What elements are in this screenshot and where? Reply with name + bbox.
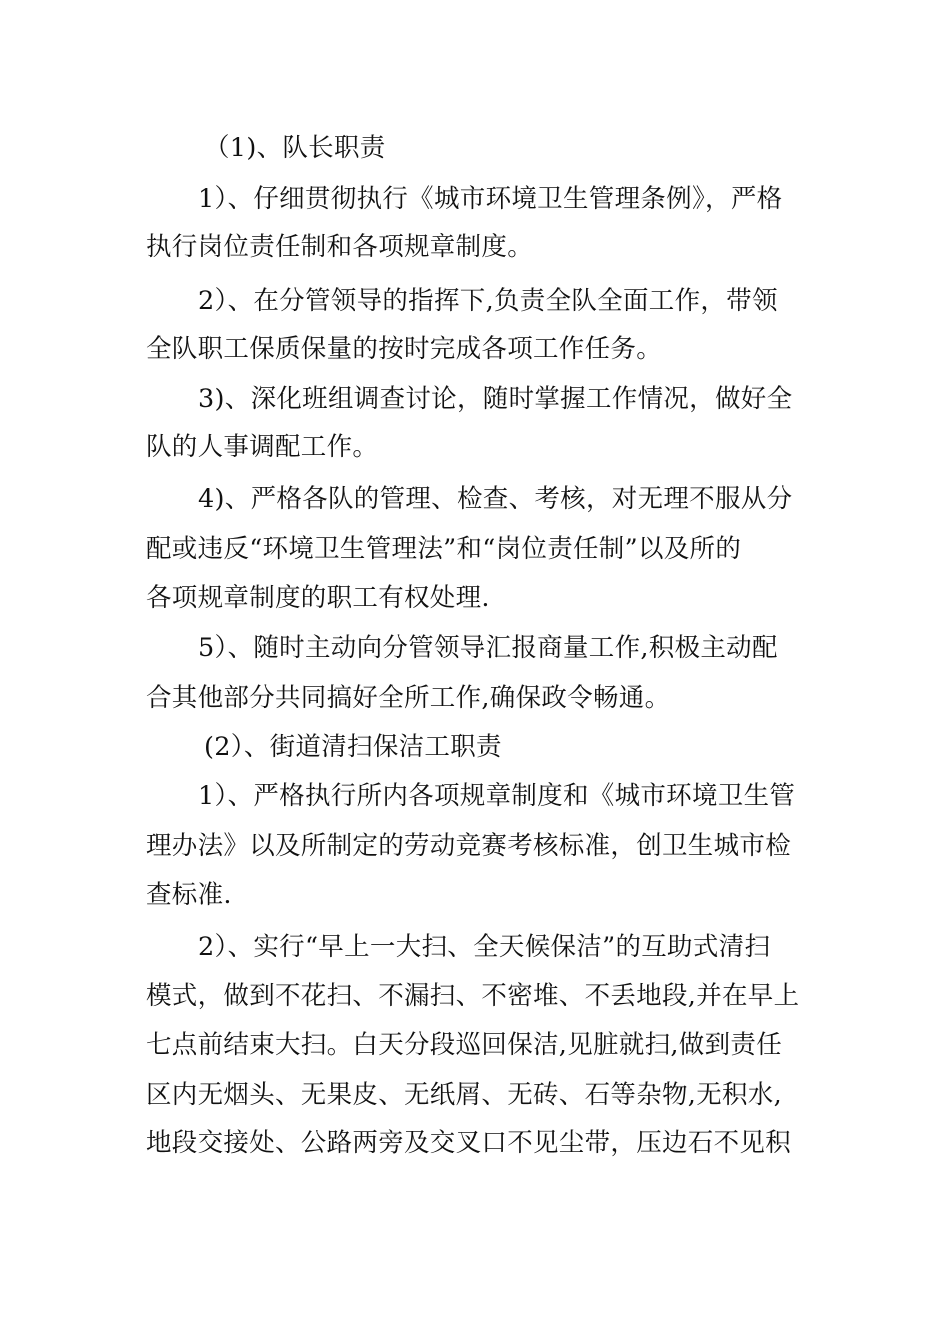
paragraph-line: 4)、严格各队的管理、检查、考核，对无理不服从分 (198, 484, 793, 514)
paragraph-line: 地段交接处、公路两旁及交叉口不见尘带，压边石不见积 (146, 1128, 792, 1158)
paragraph-line: 1）、严格执行所内各项规章制度和《城市环境卫生管 (198, 781, 796, 811)
paragraph-line: 2）、实行“早上一大扫、全天候保洁”的互助式清扫 (198, 932, 771, 962)
paragraph-line: 2）、在分管领导的指挥下,负责全队全面工作，带领 (198, 286, 778, 316)
paragraph-line: 区内无烟头、无果皮、无纸屑、无砖、石等杂物,无积水, (146, 1080, 783, 1110)
paragraph-line: 队的人事调配工作。 (146, 432, 379, 462)
paragraph-line: 查标准. (146, 880, 232, 910)
section-heading-street-cleaner: (2）、街道清扫保洁工职责 (204, 732, 502, 762)
paragraph-line: 合其他部分共同搞好全所工作,确保政令畅通。 (146, 683, 671, 713)
paragraph-line: 3)、深化班组调查讨论，随时掌握工作情况，做好全 (198, 384, 793, 414)
paragraph-line: 执行岗位责任制和各项规章制度。 (146, 232, 534, 262)
paragraph-line: 模式，做到不花扫、不漏扫、不密堆、不丢地段,并在早上 (146, 981, 800, 1011)
paragraph-line: 七点前结束大扫。白天分段巡回保洁,见脏就扫,做到责任 (146, 1030, 783, 1060)
paragraph-line: 各项规章制度的职工有权处理. (146, 583, 490, 613)
paragraph-line: 全队职工保质保量的按时完成各项工作任务。 (146, 334, 663, 364)
paragraph-line: 1）、仔细贯彻执行《城市环境卫生管理条例》，严格 (198, 184, 783, 214)
paragraph-line: 配或违反“环境卫生管理法”和“岗位责任制”以及所的 (146, 534, 742, 564)
paragraph-line: 理办法》以及所制定的劳动竞赛考核标准，创卫生城市检 (146, 831, 792, 861)
section-heading-captain: （1)、队长职责 (204, 133, 386, 163)
paragraph-line: 5）、随时主动向分管领导汇报商量工作,积极主动配 (198, 633, 778, 663)
